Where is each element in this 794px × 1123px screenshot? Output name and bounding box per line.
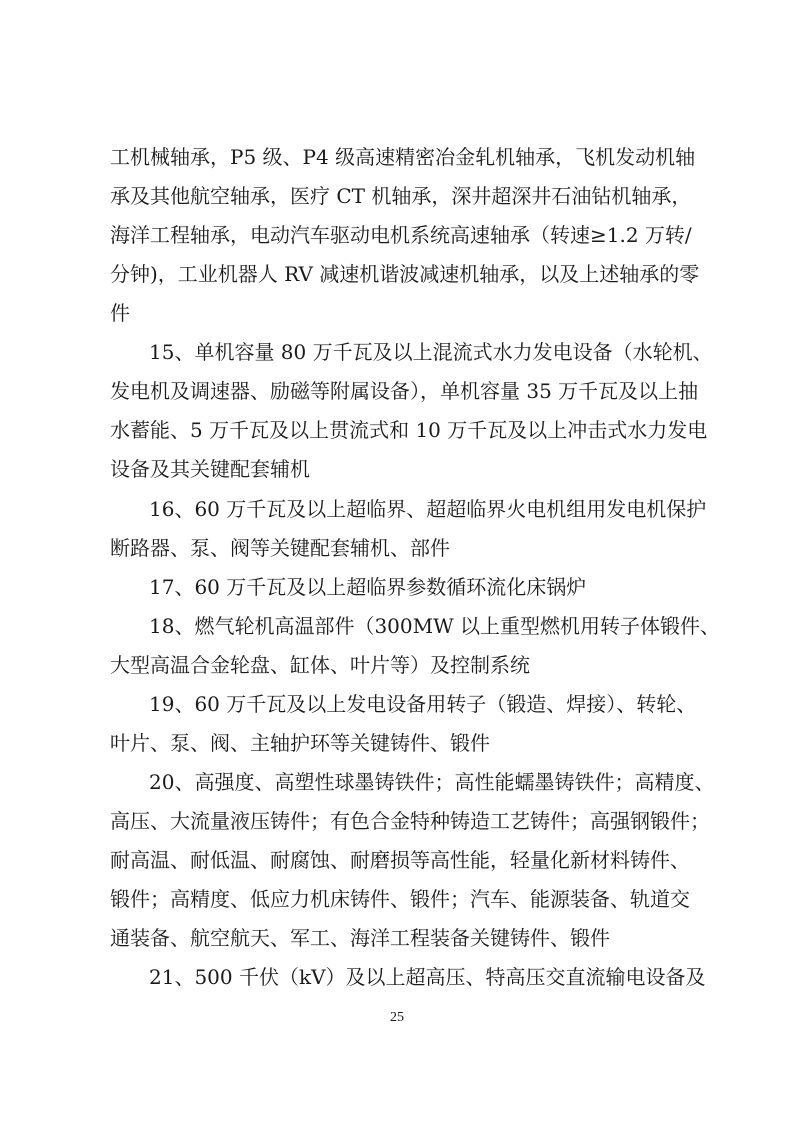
- item-19-line: 19、60 万千瓦及以上发电设备用转子（锻造、焊接）、转轮、: [149, 692, 697, 716]
- item-17-line: 17、60 万千瓦及以上超临界参数循环流化床锅炉: [149, 575, 587, 599]
- text-line: 水蓄能、5 万千瓦及以上贯流式和 10 万千瓦及以上冲击式水力发电: [110, 418, 708, 442]
- item-16-line: 16、60 万千瓦及以上超临界、超超临界火电机组用发电机保护: [149, 497, 707, 521]
- text-line: 工机械轴承，P5 级、P4 级高速精密冶金轧机轴承，飞机发动机轴: [110, 145, 696, 169]
- text-line: 分钟)，工业机器人 RV 减速机谐波减速机轴承，以及上述轴承的零: [110, 262, 700, 286]
- item-21-line: 21、500 千伏（kV）及以上超高压、特高压交直流输电设备及: [149, 965, 706, 989]
- item-20-line: 20、高强度、高塑性球墨铸铁件；高性能蠕墨铸铁件；高精度、: [149, 770, 715, 794]
- text-line: 断路器、泵、阀等关键配套辅机、部件: [110, 536, 450, 560]
- text-line: 设备及其关键配套辅机: [110, 457, 310, 481]
- text-line: 叶片、泵、阀、主轴护环等关键铸件、锻件: [110, 731, 490, 755]
- text-line: 承及其他航空轴承，医疗 CT 机轴承，深井超深井石油钻机轴承，: [110, 184, 692, 208]
- text-line: 耐高温、耐低温、耐腐蚀、耐磨损等高性能，轻量化新材料铸件、: [110, 848, 690, 872]
- item-18-line: 18、燃气轮机高温部件（300MW 以上重型燃机用转子体锻件、: [149, 614, 721, 638]
- page-number: 25: [390, 1010, 404, 1025]
- text-line: 发电机及调速器、励磁等附属设备），单机容量 35 万千瓦及以上抽: [110, 379, 699, 403]
- text-line: 大型高温合金轮盘、缸体、叶片等）及控制系统: [110, 653, 530, 677]
- text-line: 高压、大流量液压铸件；有色合金特种铸造工艺铸件；高强钢锻件；: [110, 809, 710, 833]
- text-line: 锻件；高精度、低应力机床铸件、锻件；汽车、能源装备、轨道交: [110, 887, 690, 911]
- item-15-line: 15、单机容量 80 万千瓦及以上混流式水力发电设备（水轮机、: [149, 340, 713, 364]
- text-line: 通装备、航空航天、军工、海洋工程装备关键铸件、锻件: [110, 926, 610, 950]
- text-line: 件: [110, 301, 130, 325]
- text-line: 海洋工程轴承，电动汽车驱动电机系统高速轴承（转速≥1.2 万转/: [110, 223, 692, 247]
